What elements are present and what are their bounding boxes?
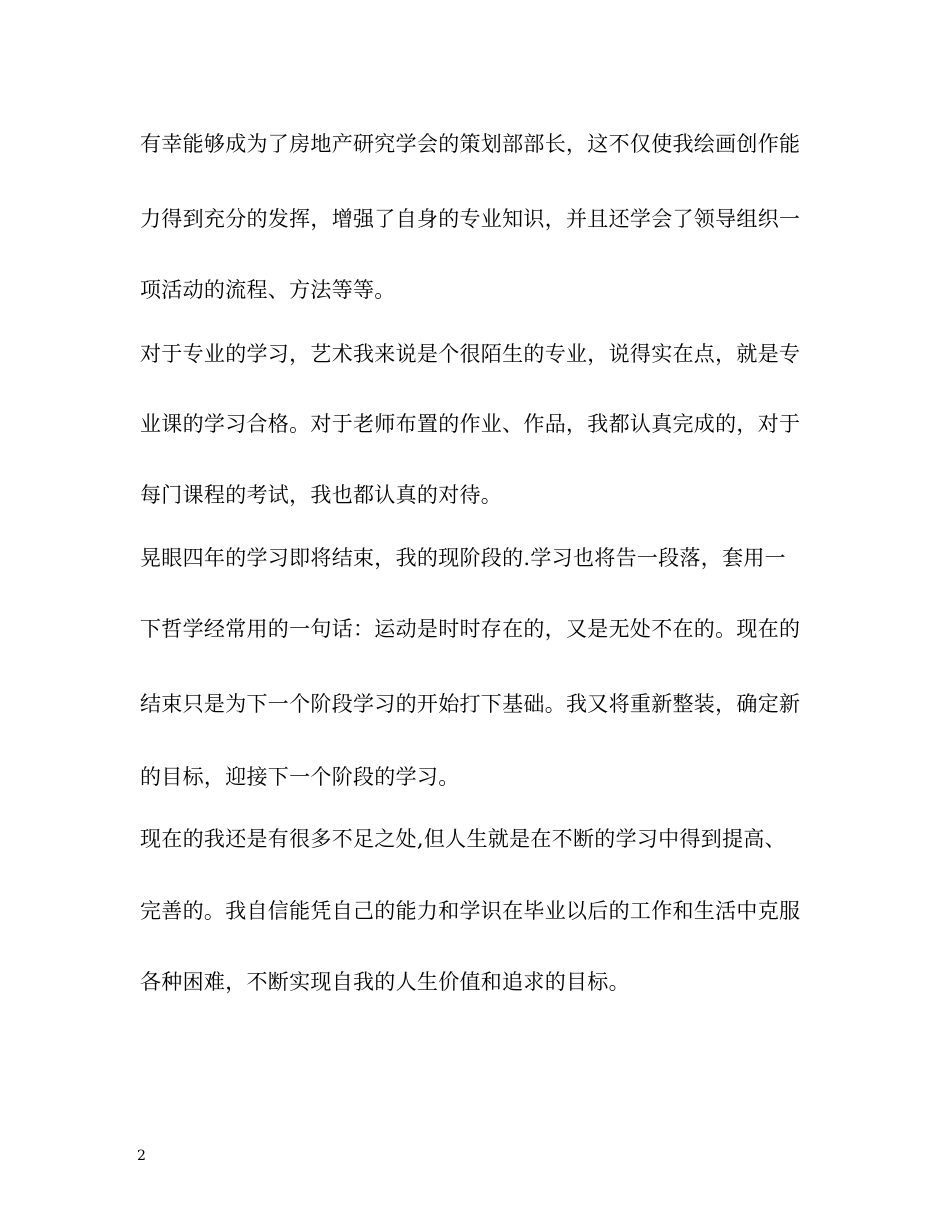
text-line: 力得到充分的发挥，增强了自身的专业知识，并且还学会了领导组织一 <box>140 207 801 231</box>
text-line: 结束只是为下一个阶段学习的开始打下基础。我又将重新整装，确定新 <box>140 692 801 716</box>
page-number: 2 <box>137 1148 146 1164</box>
text-line: 下哲学经常用的一句话：运动是时时存在的，又是无处不在的。现在的 <box>140 617 801 641</box>
text-line: 对于专业的学习，艺术我来说是个很陌生的专业，说得实在点，就是专 <box>140 342 801 366</box>
text-line: 完善的。我自信能凭自己的能力和学识在毕业以后的工作和生活中克服 <box>140 899 801 923</box>
text-line: 业课的学习合格。对于老师布置的作业、作品，我都认真完成的，对于 <box>140 412 801 436</box>
text-line: 有幸能够成为了房地产研究学会的策划部部长，这不仅使我绘画创作能 <box>140 132 801 156</box>
text-line: 晃眼四年的学习即将结束，我的现阶段的.学习也将告一段落，套用一 <box>140 546 786 570</box>
text-line: 现在的我还是有很多不足之处,但人生就是在不断的学习中得到提高、 <box>140 827 786 851</box>
text-line: 项活动的流程、方法等等。 <box>140 278 396 302</box>
text-line: 的目标，迎接下一个阶段的学习。 <box>140 765 460 789</box>
text-line: 每门课程的考试，我也都认真的对待。 <box>140 483 503 507</box>
text-line: 各种困难，不断实现自我的人生价值和追求的目标。 <box>140 970 630 994</box>
